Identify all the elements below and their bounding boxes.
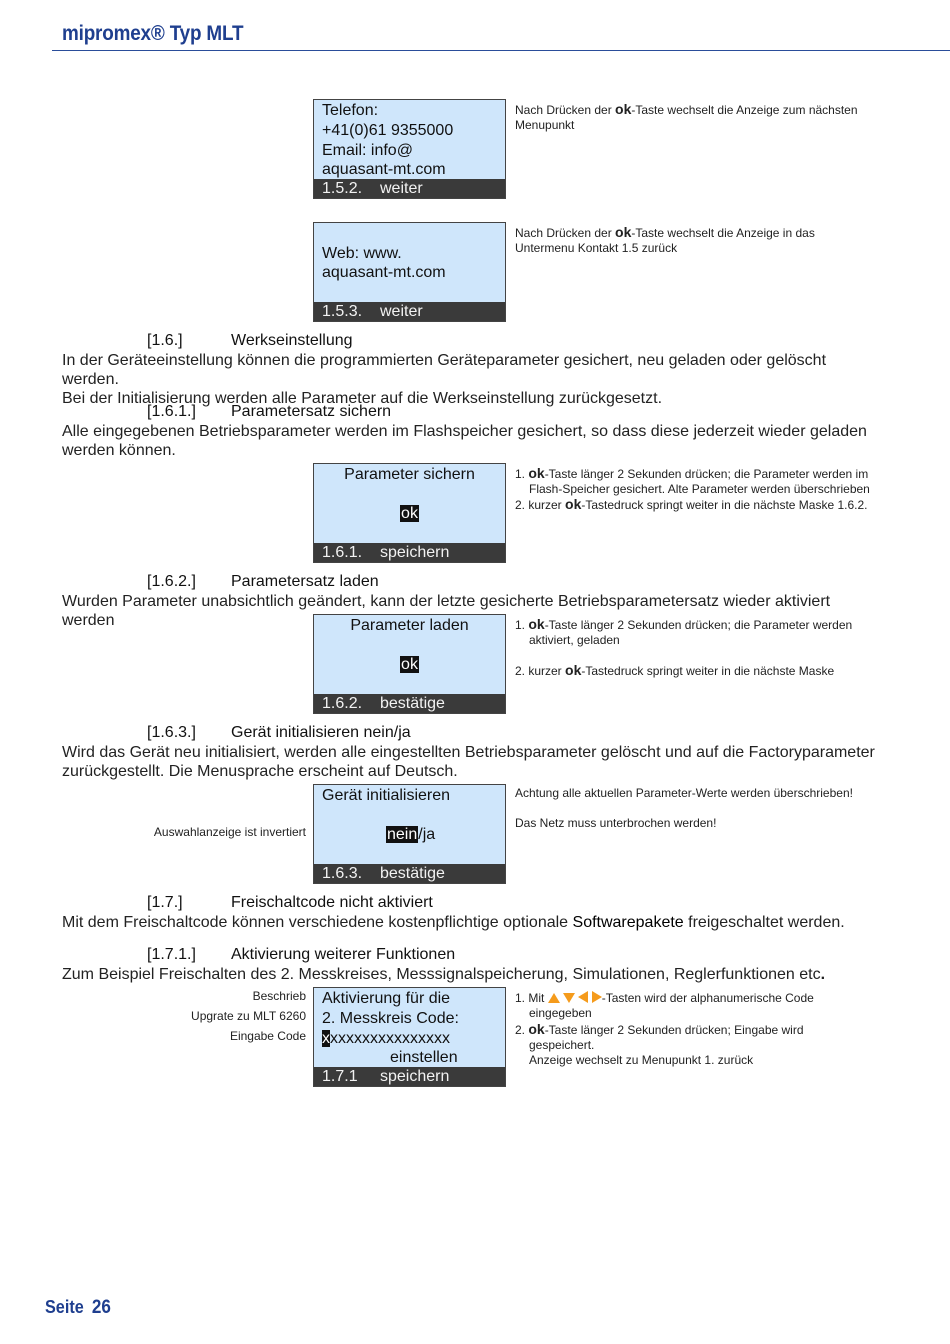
- menu-number: 1.7.1: [322, 1068, 358, 1085]
- lcd-status-bar: [314, 864, 505, 883]
- section-title: Parametersatz sichern: [231, 403, 392, 420]
- note-text: Nach Drücken der: [515, 103, 616, 117]
- paragraph-line: werden können.: [62, 442, 176, 459]
- arrow-right-icon: [592, 991, 602, 1003]
- note-text: 2. kurzer: [515, 498, 566, 512]
- ok-key-label: ok: [565, 496, 582, 512]
- paragraph-1-7: [62, 913, 882, 932]
- lcd-title: Parameter laden: [350, 617, 469, 634]
- note-text: 1.: [515, 618, 529, 632]
- lcd-code-line: [322, 1029, 450, 1048]
- lcd-status-bar: [314, 302, 505, 321]
- paragraph-1-6-1: [62, 422, 882, 460]
- menu-number: 1.6.2.: [322, 695, 363, 712]
- paragraph-1-6-3: [62, 743, 882, 781]
- ok-selection: ok: [401, 505, 418, 522]
- section-number: [1.6.]: [147, 332, 183, 349]
- paragraph-line: Bei der Initialisierung werden alle Parameter auf die Werkseinstellung zurückgesetzt.: [62, 390, 663, 407]
- lcd-line: einstellen: [390, 1049, 458, 1066]
- note-1-5-2: [515, 102, 885, 133]
- section-title: Werkseinstellung: [231, 332, 353, 349]
- note-text: eingegeben: [529, 1006, 592, 1020]
- section-number: [1.6.2.]: [147, 573, 196, 590]
- note-1-7-1: [515, 991, 945, 1068]
- paragraph-1-7-1: [62, 965, 882, 984]
- lcd-title: Parameter sichern: [344, 466, 475, 483]
- choice-ja: /ja: [418, 826, 436, 843]
- side-label-upgrade: Upgrate zu MLT 6260: [191, 1009, 306, 1023]
- note-text: -Taste länger 2 Sekunden drücken; die Parameter werden im: [544, 467, 869, 481]
- status-action: bestätige: [380, 865, 445, 882]
- paragraph-text: freigeschaltet werden.: [683, 914, 845, 931]
- side-label-beschrieb: Beschrieb: [252, 989, 306, 1003]
- lcd-line: Email: info@: [322, 142, 413, 159]
- ok-key-label: ok: [528, 465, 545, 481]
- note-text: gespeichert.: [529, 1038, 595, 1052]
- menu-number: 1.5.2.: [322, 180, 363, 197]
- paragraph-line: Alle eingegebenen Betriebsparameter werden im Flashspeicher gesichert, so dass diese jederzeit wieder geladen: [62, 423, 867, 440]
- paragraph-line: Wird das Gerät neu initialisiert, werden alle eingestellten Betriebsparameter gelöscht und auf die Factoryparameter: [62, 744, 875, 761]
- menu-number: 1.6.1.: [322, 544, 363, 561]
- note-step-1: [515, 617, 945, 633]
- section-title: Freischaltcode nicht aktiviert: [231, 894, 433, 911]
- choice-nein-selected: nein: [387, 826, 418, 843]
- ok-key-label: ok: [615, 101, 632, 117]
- note-1-6-1: [515, 466, 945, 513]
- lcd-status-bar: [314, 543, 505, 562]
- ok-key-label: ok: [565, 662, 582, 678]
- note-step-2: [515, 497, 945, 513]
- lcd-screen-1-6-3: [313, 784, 506, 884]
- note-1-6-3: [515, 786, 945, 831]
- ok-key-label: ok: [615, 224, 632, 240]
- arrow-up-icon: [548, 993, 560, 1003]
- note-text: Flash-Speicher gesichert. Alte Parameter werden überschrieben: [529, 482, 870, 496]
- note-text: -Taste wechselt die Anzeige in das Untermenu Kontakt 1.5 zurück: [515, 226, 815, 255]
- note-step-1: [515, 466, 945, 482]
- status-action: bestätige: [380, 695, 445, 712]
- code-value: xxxxxxxxxxxxxxx: [330, 1030, 450, 1047]
- lcd-screen-1-7-1: [313, 987, 506, 1087]
- document-title: mipromex® Typ MLT: [62, 22, 244, 45]
- lcd-status-bar: [314, 179, 505, 198]
- note-step-1: [515, 991, 945, 1006]
- note-text: Anzeige wechselt zu Menupunkt 1. zurück: [529, 1053, 754, 1067]
- lcd-choice-line: [386, 825, 435, 844]
- ok-selection: ok: [401, 656, 418, 673]
- lcd-line: Telefon:: [322, 102, 379, 119]
- note-step-2: [515, 1022, 945, 1038]
- note-text: Nach Drücken der: [515, 226, 616, 240]
- section-number: [1.7.1.]: [147, 946, 196, 963]
- status-action: speichern: [380, 544, 450, 561]
- note-text: -Taste wechselt die Anzeige zum nächsten Menupunkt: [515, 103, 858, 132]
- lcd-screen-1-6-1: [313, 463, 506, 563]
- lcd-line: Aktivierung für die: [322, 990, 451, 1007]
- note-text: aktiviert, geladen: [529, 633, 620, 647]
- side-label-invertiert: Auswahlanzeige ist invertiert: [153, 825, 306, 839]
- lcd-screen-1-5-2: [313, 99, 506, 199]
- status-action: weiter: [380, 180, 423, 197]
- lcd-status-bar: [314, 694, 505, 713]
- arrow-left-icon: [578, 991, 588, 1003]
- note-text: -Tastedruck springt weiter in die nächste Maske: [581, 664, 835, 678]
- paragraph-line: zurückgestellt. Die Menusprache erscheint auf Deutsch.: [62, 763, 458, 780]
- paragraph-text: Mit dem Freischaltcode können verschiedene kostenpflichtige optionale: [62, 914, 573, 931]
- note-step-2: [515, 663, 945, 679]
- section-title: Gerät initialisieren nein/ja: [231, 724, 411, 741]
- page-number: 26: [91, 1297, 111, 1318]
- side-label-eingabe: Eingabe Code: [229, 1029, 306, 1043]
- section-title: Parametersatz laden: [231, 573, 379, 590]
- lcd-title: Gerät initialisieren: [322, 787, 451, 804]
- lcd-line: aquasant-mt.com: [322, 161, 446, 178]
- note-text: 1.: [515, 467, 529, 481]
- note-text: -Tastedruck springt weiter in die nächste Maske 1.6.2.: [581, 498, 868, 512]
- section-number: [1.6.1.]: [147, 403, 196, 420]
- page-footer: [45, 1297, 111, 1319]
- code-cursor: x: [322, 1030, 330, 1047]
- section-number: [1.7.]: [147, 894, 183, 911]
- arrow-down-icon: [563, 993, 575, 1003]
- note-text: 2. kurzer: [515, 664, 566, 678]
- paragraph-line: Wurden Parameter unabsichtlich geändert, kann der letzte gesicherte Betriebsparametersatz wieder aktiviert werden: [62, 593, 831, 629]
- note-text: Achtung alle aktuellen Parameter-Werte werden überschrieben!: [515, 786, 853, 800]
- lcd-screen-1-6-2: [313, 614, 506, 714]
- paragraph-line: In der Geräteeinstellung können die programmierten Geräteparameter gesichert, neu geladen oder gelöscht werden.: [62, 352, 827, 388]
- note-1-5-3: [515, 225, 845, 256]
- menu-number: 1.5.3.: [322, 303, 363, 320]
- lcd-status-bar: [314, 1067, 505, 1086]
- lcd-ok-line: [314, 655, 505, 674]
- lcd-screen-1-5-3: [313, 222, 506, 322]
- paragraph-1-6: [62, 351, 882, 408]
- lcd-ok-line: [314, 504, 505, 523]
- lcd-line: aquasant-mt.com: [322, 264, 446, 281]
- ok-key-label: ok: [528, 616, 545, 632]
- menu-number: 1.6.3.: [322, 865, 363, 882]
- note-text: 1. Mit: [515, 991, 548, 1005]
- note-text: -Taste länger 2 Sekunden drücken; die Parameter werden: [544, 618, 853, 632]
- note-text: 2.: [515, 1023, 529, 1037]
- note-text: Das Netz muss unterbrochen werden!: [515, 816, 717, 830]
- note-text: -Taste länger 2 Sekunden drücken; Eingabe wird: [544, 1023, 804, 1037]
- section-title: Aktivierung weiterer Funktionen: [231, 946, 456, 963]
- lcd-line: Web: www.: [322, 245, 402, 262]
- paragraph-emphasis: Softwarepakete: [572, 914, 684, 931]
- ok-key-label: ok: [528, 1021, 545, 1037]
- paragraph-text: Zum Beispiel Freischalten des 2. Messkreises, Messsignalspeicherung, Simulationen, Reglerfunktionen etc: [62, 966, 821, 983]
- status-action: speichern: [380, 1068, 450, 1085]
- note-1-6-2: [515, 617, 945, 679]
- lcd-line: 2. Messkreis Code:: [322, 1010, 459, 1027]
- paragraph-text: .: [820, 966, 826, 983]
- footer-label: Seite: [45, 1297, 84, 1317]
- note-text: -Tasten wird der alphanumerische Code: [601, 991, 814, 1005]
- status-action: weiter: [380, 303, 423, 320]
- header-divider: [52, 50, 950, 51]
- lcd-line: +41(0)61 9355000: [322, 122, 454, 139]
- section-number: [1.6.3.]: [147, 724, 196, 741]
